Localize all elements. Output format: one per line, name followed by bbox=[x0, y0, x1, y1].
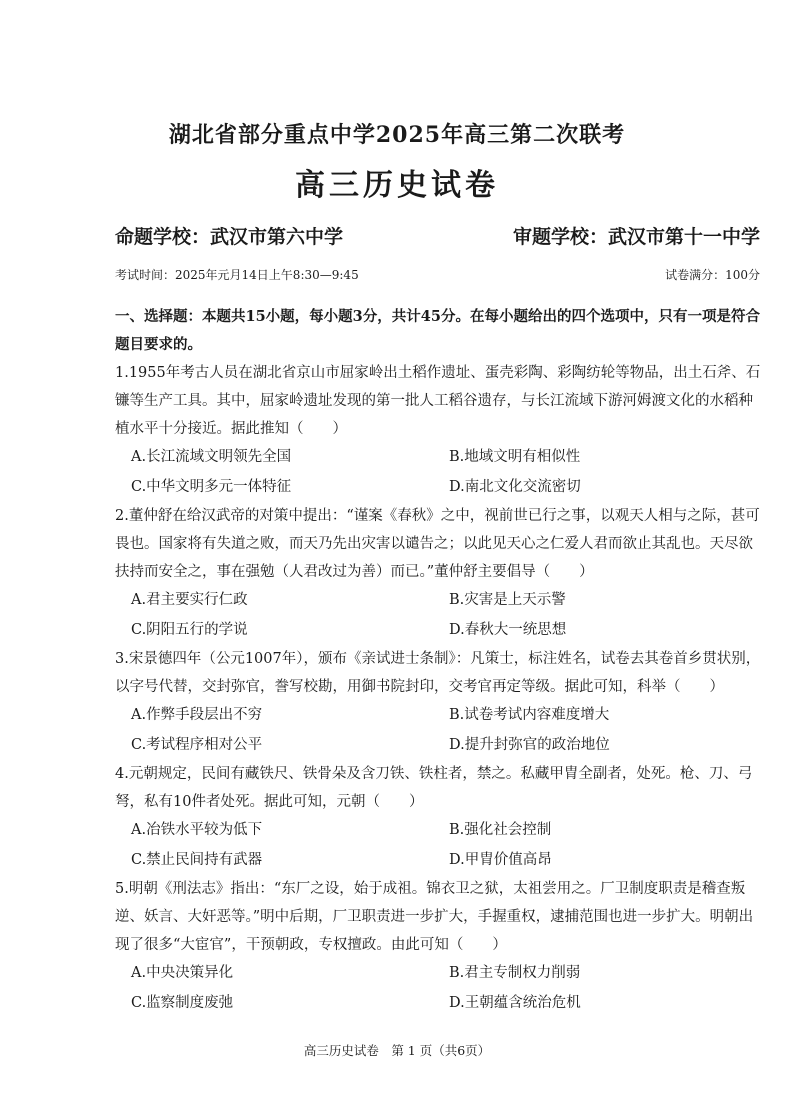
option-c: C.考试程序相对公平 bbox=[131, 736, 263, 753]
option-b: B.灾害是上天示警 bbox=[449, 592, 566, 608]
question-3 bbox=[115, 645, 766, 760]
question-options bbox=[115, 701, 766, 760]
question-1 bbox=[115, 359, 766, 502]
question-stem: 2.董仲舒在给汉武帝的对策中提出：“谨案《春秋》之中，视前世已行之事，以观天人相与之际，甚可畏也。国家将有失道之败，而天乃先出灾害以谴告之；以此见天心之仁爱人君而欲止其乱也。天尽欲扶持而安全之，事在强勉（人君改过为善）而已。”董仲舒主要倡导（ ） bbox=[115, 508, 760, 580]
option-d: D.提升封弥官的政治地位 bbox=[449, 736, 610, 753]
option-a: A.长江流域文明领先全国 bbox=[131, 449, 292, 465]
question-options bbox=[115, 959, 766, 1018]
option-d: D.南北文化交流密切 bbox=[449, 478, 581, 495]
option-d: D.春秋大一统思想 bbox=[449, 621, 567, 638]
section-heading: 一、选择题：本题共15小题，每小题3分，共计45分。在每小题给出的四个选项中，只有一项是符合题目要求的。 bbox=[115, 308, 760, 353]
option-b: B.君主专制权力削弱 bbox=[449, 965, 581, 981]
exam-subtitle: 高三历史试卷 bbox=[295, 168, 499, 203]
exam-body bbox=[115, 303, 766, 1018]
option-c: C.中华文明多元一体特征 bbox=[131, 478, 292, 495]
school-line bbox=[115, 222, 760, 248]
page-footer: 高三历史试卷 第 1 页（共6页） bbox=[303, 1043, 491, 1058]
option-a: A.冶铁水平较为低下 bbox=[131, 822, 263, 838]
option-a: A.君主要实行仁政 bbox=[131, 592, 248, 608]
option-a: A.作弊手段层出不穷 bbox=[131, 707, 263, 723]
option-a: A.中央决策异化 bbox=[131, 965, 234, 981]
question-stem: 1.1955年考古人员在湖北省京山市屈家岭出土稻作遗址、蛋壳彩陶、彩陶纺轮等物品，出土石斧、石镰等生产工具。其中，屈家岭遗址发现的第一批人工稻谷遗存，与长江流域下游河姆渡文化的水稻种植水平十分接近。据此推知（ ） bbox=[115, 365, 761, 437]
question-options bbox=[115, 586, 766, 645]
option-c: C.阴阳五行的学说 bbox=[131, 621, 248, 638]
option-d: D.王朝蕴含统治危机 bbox=[449, 994, 581, 1011]
full-score: 试卷满分：100分 bbox=[665, 268, 760, 282]
question-5 bbox=[115, 875, 766, 1018]
exam-title: 湖北省部分重点中学2025年高三第二次联考 bbox=[168, 122, 626, 148]
review-school: 审题学校：武汉市第十一中学 bbox=[512, 226, 760, 248]
option-b: B.地域文明有相似性 bbox=[449, 449, 581, 465]
option-c: C.监察制度废弛 bbox=[131, 994, 234, 1011]
question-4 bbox=[115, 760, 766, 875]
question-stem: 5.明朝《刑法志》指出：“东厂之设，始于成祖。锦衣卫之狱，太祖尝用之。厂卫制度职责是稽查叛逆、妖言、大奸恶等。”明中后期，厂卫职责进一步扩大，手握重权，逮捕范围也进一步扩大。明朝出现了很多“大宦官”，干预朝政，专权擅政。由此可知（ ） bbox=[115, 881, 754, 953]
option-b: B.强化社会控制 bbox=[449, 822, 552, 838]
option-b: B.试卷考试内容难度增大 bbox=[449, 707, 610, 723]
question-stem: 4.元朝规定，民间有藏铁尺、铁骨朵及含刀铁、铁柱者，禁之。私藏甲胄全副者，处死。枪、刀、弓弩，私有10件者处死。据此可知，元朝（ ） bbox=[115, 766, 753, 810]
option-c: C.禁止民间持有武器 bbox=[131, 851, 263, 868]
exam-time: 考试时间：2025年元月14日上午8:30—9:45 bbox=[115, 268, 359, 282]
question-options bbox=[115, 443, 766, 502]
author-school: 命题学校：武汉市第六中学 bbox=[115, 226, 344, 248]
question-2 bbox=[115, 502, 766, 645]
question-stem: 3.宋景德四年（公元1007年），颁布《亲试进士条制》：凡策士，标注姓名，试卷去其卷首乡贯状别，以字号代替，交封弥官，誊写校勘，用御书院封印，交考官再定等级。据此可知，科举（ ） bbox=[115, 651, 761, 695]
option-d: D.甲胄价值高昂 bbox=[449, 851, 552, 868]
question-options bbox=[115, 816, 766, 875]
